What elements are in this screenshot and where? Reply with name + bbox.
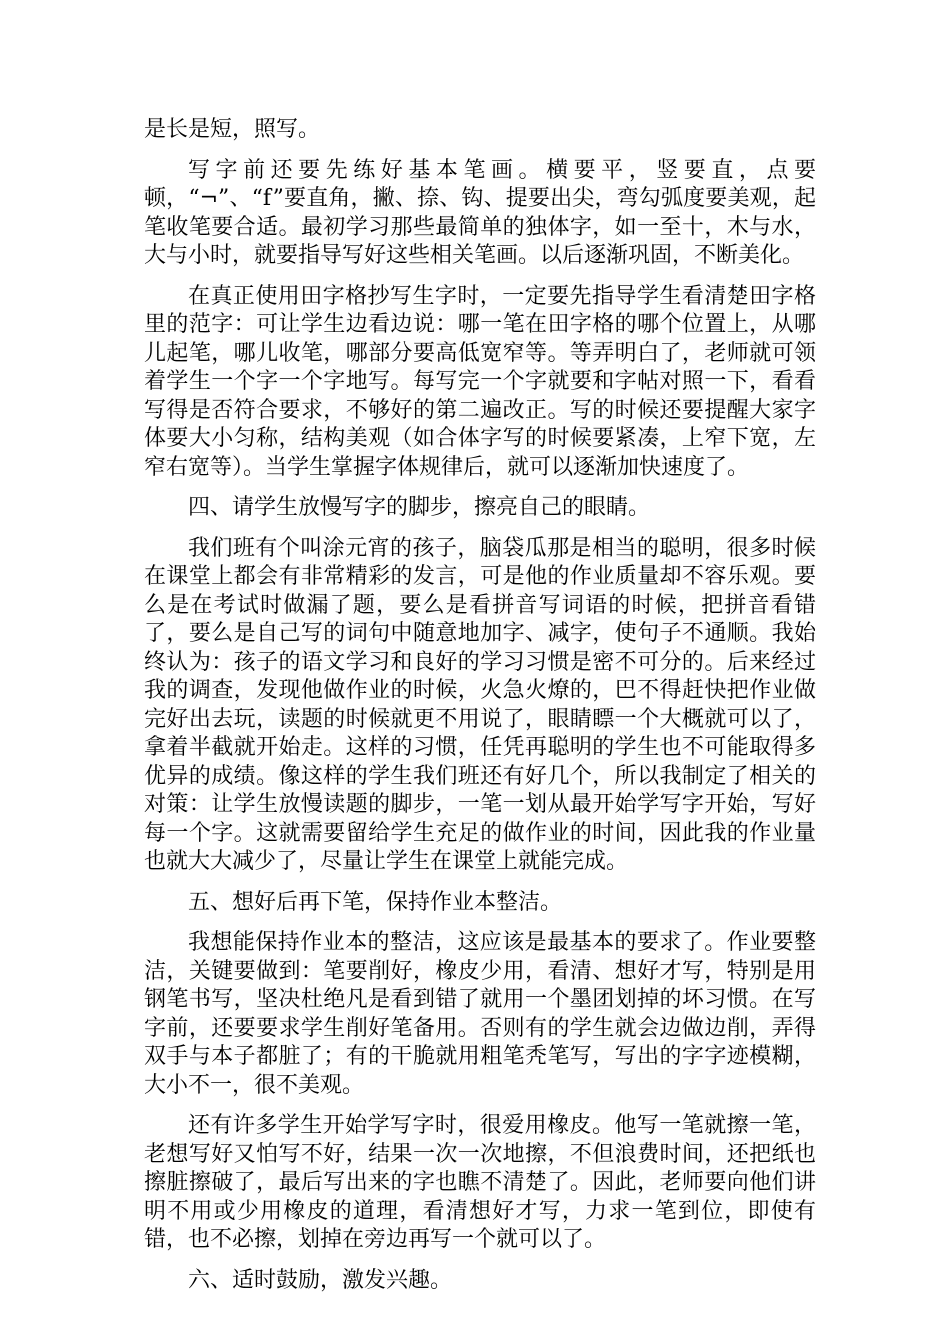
section-heading-4: 四、请学生放慢写字的脚步，擦亮自己的眼睛。: [188, 495, 651, 520]
section-heading-5: 五、想好后再下笔，保持作业本整洁。: [188, 889, 563, 915]
document-body: [144, 116, 816, 1307]
paragraph-eraser: 还有许多学生开始学写字时，很爱用橡皮。他写一笔就擦一笔，老想写好又怕写不好，结果一次一次地擦，不但浪费时间，还把纸也擦脏擦破了，最后写出来的字也瞧不清楚了。因此，老师要向他们讲明不用或少用橡皮的道理，看清想好才写，力求一笔到位，即使有错，也不必擦，划掉在旁边再写一个就可以了。: [144, 1113, 816, 1252]
section-heading-6: 六、适时鼓励，激发兴趣。: [188, 1267, 453, 1293]
paragraph-continuation: 是长是短，照写。: [144, 117, 321, 142]
paragraph-student-example: 我们班有个叫涂元宵的孩子，脑袋瓜那是相当的聪明，很多时候在课堂上都会有非常精彩的发言，可是他的作业质量却不容乐观。要么是在考试时做漏了题，要么是看拼音写词语的时候，把拼音看错了，要么是自己写的词句中随意地加字、减字，使句子不通顺。我始终认为：孩子的语文学习和良好的学习习惯是密不可分的。后来经过我的调查，发现他做作业的时候，火急火燎的，巴不得赶快把作业做完好出去玩，读题的时候就更不用说了，眼睛瞟一个大概就可以了，拿着半截就开始走。这样的习惯，任凭再聪明的学生也不可能取得多优异的成绩。像这样的学生我们班还有好几个，所以我制定了相关的 对策：让学生放慢读题的脚步，一笔一划从最开始学写字开始，写好每一个字。这就需要留给学生充足的做作业的时间，因此我的作业量也就大大减少了，尽量让学生在课堂上就能完成。: [144, 535, 816, 874]
paragraph-tianzige: 在真正使用田字格抄写生字时，一定要先指导学生看清楚田字格里的范字：可让学生边看边说：哪一笔在田字格的哪个位置上，从哪儿起笔，哪儿收笔，哪部分要高低宽窄等。等弄明白了，老师就可领着学生一个字一个字地写。每写完一个字就要和字帖对照一下，看看写得是否符合要求，不够好的第二遍改正。写的时候还要提醒大家字体要大小匀称，结构美观（如合体字写的时候要紧凑，上窄下宽，左窄右宽等）。当学生掌握字体规律后，就可以逐渐加快速度了。: [144, 283, 816, 480]
paragraph-basic-strokes: 写字前还要先练好基本笔画。横要平，竖要直，点要顿，“¬”、“f”要直角，撇、捺、钩、提要出尖，弯勾弧度要美观，起笔收笔要合适。最初学习那些最简单的独体字，如一至十，木与水，大与小时，就要指导写好这些相关笔画。以后逐渐巩固，不断美化。: [144, 157, 816, 268]
paragraph-neatness: 我想能保持作业本的整洁，这应该是最基本的要求了。作业要整洁，关键要做到：笔要削好，橡皮少用，看清、想好才写，特别是用钢笔书写，坚决杜绝凡是看到错了就用一个墨团划掉的坏习惯。在写字前，还要要求学生削好笔备用。否则有的学生就会边做边削，弄得双手与本子都脏了；有的干脆就用粗笔秃笔写，写出的字字迹模糊，大小不一，很不美观。: [144, 930, 816, 1098]
